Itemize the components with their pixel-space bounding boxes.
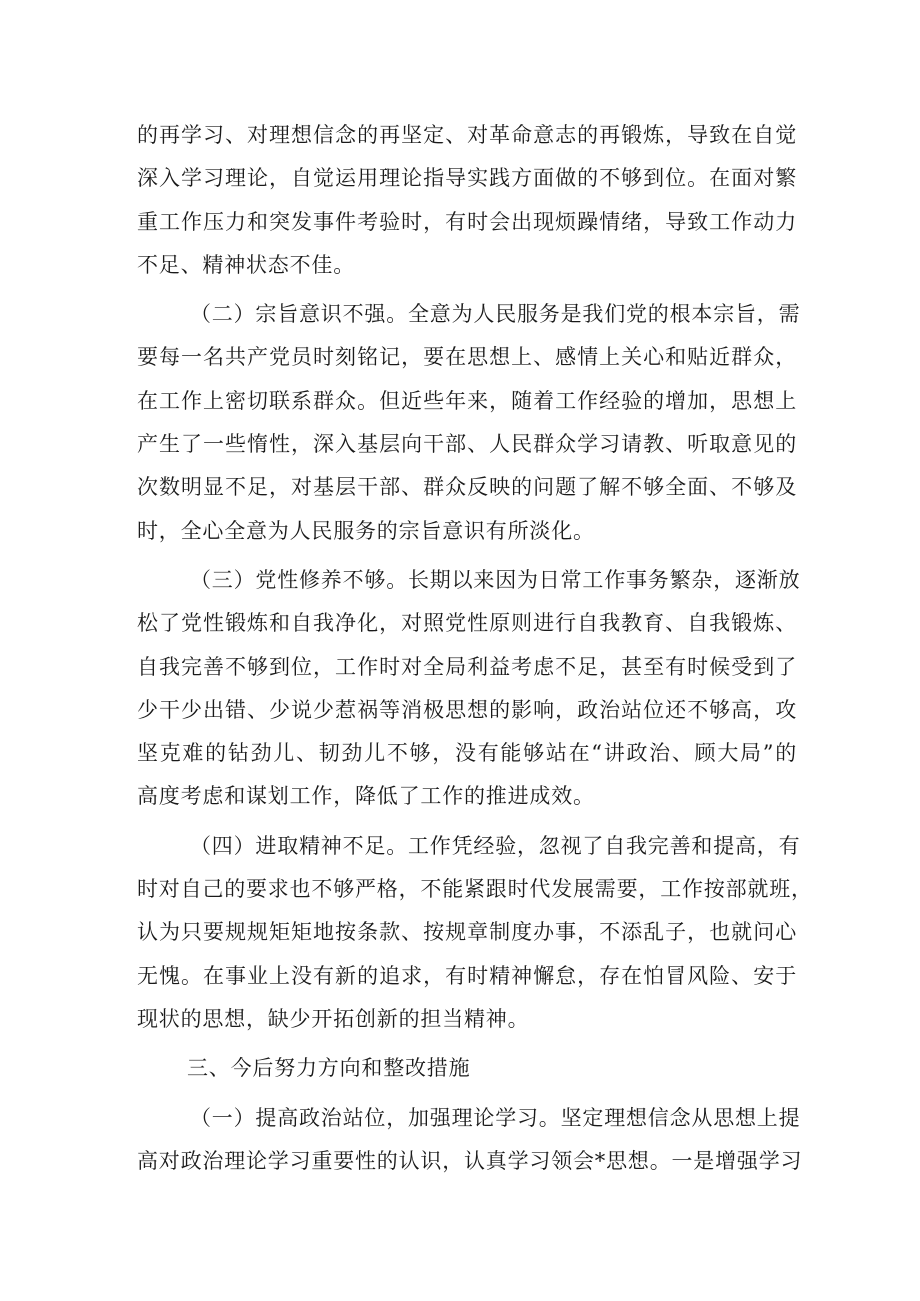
text-line: （二）宗旨意识不强。全意为人民服务是我们党的根本宗旨，需 <box>190 302 801 327</box>
text-line: 在工作上密切联系群众。但近些年来，随着工作经验的增加，思想上 <box>137 388 797 413</box>
text-line: （四）进取精神不足。工作凭经验，忽视了自我完善和提高，有 <box>190 833 801 858</box>
text-line: 自我完善不够到位，工作时对全局利益考虑不足，甚至有时候受到了 <box>137 654 797 679</box>
text-line: 坚克难的钻劲儿、韧劲儿不够，没有能够站在“讲政治、顾大局”的 <box>137 741 797 766</box>
text-line: 时对自己的要求也不够严格，不能紧跟时代发展需要，工作按部就班， <box>137 877 813 902</box>
section-heading <box>137 1047 797 1090</box>
text-line: 高度考虑和谋划工作，降低了工作的推进成效。 <box>137 784 595 809</box>
text-line: （三）党性修养不够。长期以来因为日常工作事务繁杂，逐渐放 <box>190 567 801 592</box>
text-line: 无愧。在事业上没有新的追求，有时精神懈怠，存在怕冒风险、安于 <box>137 963 797 988</box>
text-line: 产生了一些惰性，深入基层向干部、人民群众学习请教、听取意见的 <box>137 432 797 457</box>
text-line: 高对政治理论学习重要性的认识，认真学习领会*思想。一是增强学习 <box>137 1148 803 1173</box>
text-line: 次数明显不足，对基层干部、群众反映的问题了解不够全面、不够及 <box>137 475 797 500</box>
text-line: 少干少出错、少说少惹祸等消极思想的影响，政治站位还不够高，攻 <box>137 697 797 722</box>
text-line: 认为只要规规矩矩地按条款、按规章制度办事，不添乱子，也就问心 <box>137 920 797 945</box>
text-line: 重工作压力和突发事件考验时，有时会出现烦躁情绪，导致工作动力 <box>137 209 797 234</box>
text-line: 的再学习、对理想信念的再坚定、对革命意志的再锻炼，导致在自觉 <box>137 123 797 147</box>
document-body <box>137 114 813 1183</box>
text-line: 时，全心全意为人民服务的宗旨意识有所淡化。 <box>137 518 595 543</box>
text-line: 现状的思想，缺少开拓创新的担当精神。 <box>137 1006 530 1031</box>
paragraph-party-spirit <box>137 559 801 819</box>
paragraph-continuation <box>137 114 797 287</box>
text-line: 深入学习理论，自觉运用理论指导实践方面做的不够到位。在面对繁 <box>137 166 797 191</box>
text-line: 松了党性锻炼和自我净化，对照党性原则进行自我教育、自我锻炼、 <box>137 611 797 636</box>
paragraph-purpose-awareness <box>137 293 801 553</box>
text-line: （一）提高政治站位，加强理论学习。坚定理想信念从思想上提 <box>190 1105 801 1130</box>
paragraph-measure-one <box>137 1097 803 1184</box>
text-line: 不足、精神状态不佳。 <box>137 252 355 277</box>
paragraph-enterprising-spirit <box>137 825 813 1041</box>
section-heading-text: 三、今后努力方向和整改措施 <box>187 1056 471 1081</box>
text-line: 要每一名共产党员时刻铭记，要在思想上、感情上关心和贴近群众， <box>137 345 797 370</box>
